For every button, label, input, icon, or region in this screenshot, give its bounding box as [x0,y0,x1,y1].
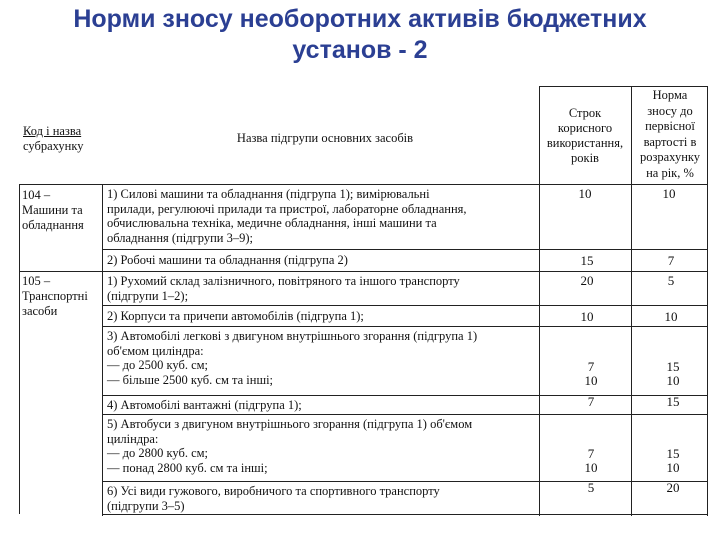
table-row [107,484,537,513]
useful-life-value: 5 [587,480,595,495]
account-name-line: Машини та [22,203,83,217]
header-bottom-line [19,184,708,185]
row-text-line: 1) Рухомий склад залізничного, повітряного та іншого транспорту [107,274,460,288]
header-term-line: років [571,151,599,165]
header-term-line: корисного [557,121,613,135]
header-rate-line: Норма [652,88,688,102]
row-text-line: (підгрупи 3–5) [107,498,185,513]
slide-title [0,4,720,66]
table-row [107,398,537,413]
header-rate-line: розрахунку [639,150,701,164]
header-rate-line: на рік, % [646,165,694,180]
useful-life-value: 15 [580,253,594,268]
row-line [103,326,708,327]
account-name-line: Транспортні [22,289,88,303]
group-separator-line [19,271,708,272]
row-text-line: 2) Робочі машини та обладнання (підгрупа 2) [107,253,348,267]
row-line [103,414,708,415]
useful-life-value: 10 [580,309,594,324]
header-rate-line: вартості в [643,134,697,149]
account-104 [22,188,102,233]
account-code: 105 – [22,274,51,288]
depreciation-rate-value: 15 [666,394,680,409]
header-code-line: Код і назва [23,124,82,138]
table-row [107,309,537,324]
useful-life-value: 10 [584,373,598,388]
row-text-line: 6) Усі види гужового, виробничого та спортивного транспорту [107,484,440,498]
row-line [103,481,708,482]
useful-life-value: 10 [584,460,598,475]
depreciation-rate-value: 10 [666,373,680,388]
row-text-line: обладнання (підгрупи 3–9); [107,230,253,245]
useful-life-value: 7 [587,446,595,461]
row-text-line: (підгрупи 1–2); [107,288,189,303]
table-row [107,274,537,303]
header-term-line: Строк [568,106,602,120]
depreciation-rate-value: 15 [666,359,680,374]
row-text-line: 5) Автобуси з двигуном внутрішнього згорання (підгрупа 1) об'ємом [107,417,473,431]
depreciation-rate-value: 15 [666,446,680,461]
row-text-line: прилади, регулюючі прилади та пристрої, лабораторне обладнання, [107,201,467,216]
row-text-line: — до 2800 куб. см; [107,446,209,460]
table-border-left [19,184,20,514]
useful-life-value: 20 [580,273,594,288]
account-name-line: обладнання [22,218,84,232]
row-text-line: 2) Корпуси та причепи автомобілів (підгрупа 1); [107,309,364,323]
header-code-line: субрахунку [23,138,84,153]
header-code [23,124,101,153]
depreciation-rate-value: 10 [662,186,676,201]
row-text-line: циліндра: [107,431,159,446]
table-bottom-line [103,514,708,515]
depreciation-rate-value: 20 [666,480,680,495]
account-name-line: засоби [22,304,58,318]
depreciation-rate-value: 7 [667,253,675,268]
row-text-line: об'ємом циліндра: [107,343,204,358]
header-term-line: використання, [546,136,624,150]
header-useful-life [537,106,633,166]
row-text-line: 4) Автомобілі вантажні (підгрупа 1); [107,398,302,412]
account-code: 104 – [22,188,51,202]
table-row [107,253,537,268]
row-text-line: — більше 2500 куб. см та інші; [107,372,274,387]
row-text-line: — понад 2800 куб. см та інші; [107,460,268,475]
row-text-line: обчислювальна техніка, медичне обладнання, інші машини та [107,216,437,230]
depreciation-rate-value: 10 [666,460,680,475]
header-rate-line: зносу до [647,103,693,118]
header-top-line [539,86,708,87]
useful-life-value: 7 [587,359,595,374]
useful-life-value: 10 [578,186,592,201]
depreciation-table [15,84,710,518]
depreciation-rate-value: 5 [667,273,675,288]
table-row [107,329,537,387]
row-text-line: 1) Силові машини та обладнання (підгрупа 1); вимірювальні [107,187,430,201]
slide-title-line-1: Норми зносу необоротних активів бюджетних [73,5,647,33]
account-105 [22,274,102,319]
useful-life-value: 7 [587,394,595,409]
row-text-line: — до 2500 куб. см; [107,358,209,372]
header-rate-line: первісної [645,119,695,133]
table-row [107,187,537,245]
column-divider-code [102,184,103,516]
header-subgroup-name: Назва підгрупи основних засобів [236,131,414,145]
row-line [103,305,708,306]
slide-title-line-2: установ - 2 [292,36,428,64]
row-text-line: 3) Автомобілі легкові з двигуном внутрішнього згорання (підгрупа 1) [107,329,478,343]
row-line [103,395,708,396]
table-row [107,417,537,475]
depreciation-rate-value: 10 [664,309,678,324]
header-depreciation-rate [632,88,708,181]
row-line [103,249,708,250]
